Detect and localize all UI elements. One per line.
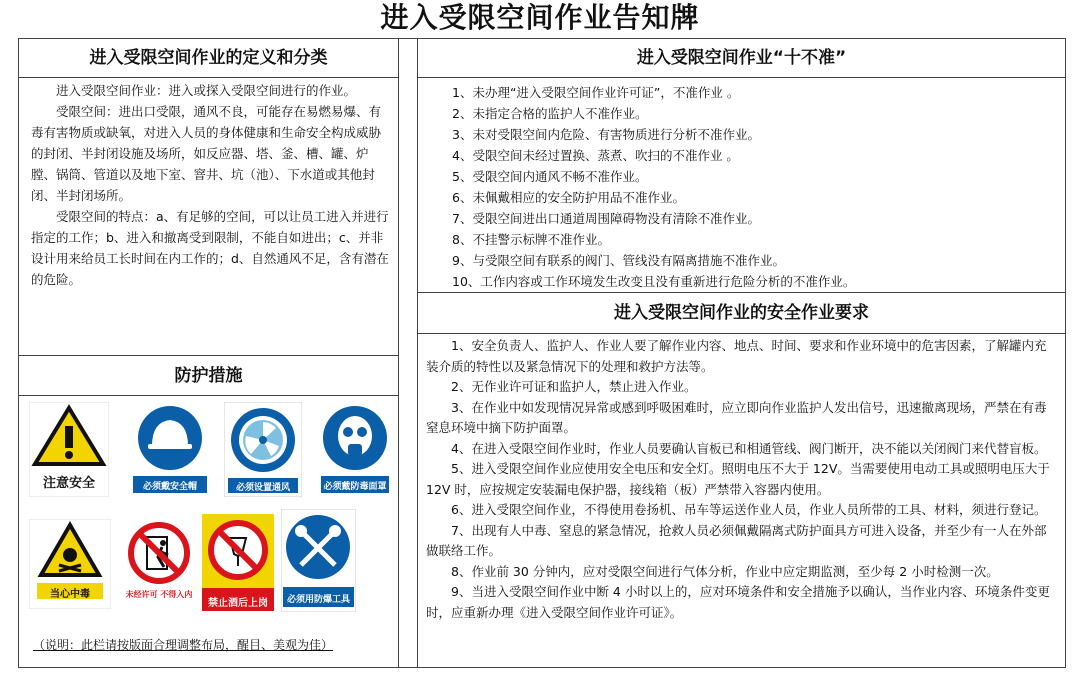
sign-caution [29, 402, 109, 497]
list-item: 3、未对受限空间内危险、有害物质进行分析不准作业。 [452, 127, 760, 142]
definition-paragraph: 受限空间：进出口受限，通风不良，可能存在易燃易爆、有毒有害物质或缺氧，对进入人员的身体健康和生命安全构成威胁的封闭、半封闭设施及场所，如反应器、塔、釜、槽、罐、炉膛、锅筒、管道以及地下室、窨井、坑（池）、下水道或其他封闭、半封闭场所。 [31, 104, 382, 203]
definition-heading: 进入受限空间作业的定义和分类 [19, 39, 398, 78]
sign-label: 必须戴安全帽 [142, 482, 197, 492]
left-column [19, 39, 399, 667]
list-item: 7、出现有人中毒、窒息的紧急情况，抢救人员必须佩戴隔离式防护面具方可进入设备，并至少有一人在外部做联络工作。 [426, 522, 1047, 558]
list-item: 3、在作业中如发现情况异常或感到呼吸困难时，应立即向作业监护人发出信号，迅速撤离现场，严禁在有毒窒息环境中摘下防护面罩。 [426, 399, 1047, 435]
list-item: 9、与受限空间有联系的阀门、管线没有隔离措施不准作业。 [452, 253, 785, 268]
sign-label: 当心中毒 [50, 589, 90, 600]
safety-signs [19, 397, 398, 629]
layout-note: （说明：此栏请按版面合理调整布局，醒目、美观为佳） [33, 638, 334, 652]
list-item: 6、未佩戴相应的安全防护用品不准作业。 [452, 190, 685, 205]
list-item: 6、进入受限空间作业，不得使用卷扬机、吊车等运送作业人员，作业人员所带的工具、材料，须进行登记。 [451, 502, 1047, 517]
sign-label: 注意安全 [42, 476, 95, 491]
ten-rules-list [418, 82, 1065, 292]
list-item: 9、当进入受限空间作业中断 4 小时以上的，应对环境条件和安全措施予以确认，当作业内容、环境条件变更时，应重新办理《进入受限空间作业许可证》。 [426, 584, 1050, 620]
list-item: 8、作业前 30 分钟内，应对受限空间进行气体分析，作业中应定期监测，至少每 2 小时检测一次。 [451, 563, 999, 579]
sign-no-alcohol [202, 514, 274, 611]
definition-paragraph: 受限空间的特点：a、有足够的空间，可以让员工进入并进行指定的工作；b、进入和撤离受到限制，不能自如进出；c、并非设计用来给员工长时间在内工作的；d、自然通风不足，含有潜在的危险。 [31, 209, 389, 287]
sign-label: 必须用防爆工具 [286, 595, 350, 605]
sign-explosion-proof-tools [281, 509, 356, 612]
list-item: 5、进入受限空间作业应使用安全电压和安全灯。照明电压不大于 12V。当需要使用电动工具或照明电压大于 12V 时，应按规定安装漏电保护器，接线箱（板）严禁带入容器内使用。 [426, 461, 1050, 497]
sign-helmet [129, 402, 211, 497]
notice-board [18, 38, 1066, 668]
list-item: 4、在进入受限空间作业时，作业人员要确认盲板已和相通管线、阀门断开，决不能以关闭阀门来代替盲板。 [451, 440, 1047, 456]
requirements-heading: 进入受限空间作业的安全作业要求 [418, 293, 1065, 334]
list-item: 4、受限空间未经过置换、蒸煮、吹扫的不准作业 。 [452, 148, 739, 163]
protection-heading: 防护措施 [19, 356, 398, 396]
sign-label: 必须设置通风 [235, 483, 290, 493]
sign-no-entry [124, 519, 194, 609]
sign-gas-mask [319, 402, 391, 497]
requirements-list [418, 336, 1065, 623]
list-item: 8、不挂警示标牌不准作业。 [452, 232, 610, 247]
sign-ventilation [224, 402, 302, 497]
sign-label: 禁止酒后上岗 [208, 598, 268, 609]
sign-label: 必须戴防毒面罩 [323, 482, 387, 492]
list-item: 1、未办理“进入受限空间作业许可证”，不准作业 。 [452, 85, 740, 100]
list-item: 10、工作内容或工作环境发生改变且没有重新进行危险分析的不准作业。 [452, 274, 856, 289]
sign-label: 未经许可 不得入内 [125, 590, 193, 599]
list-item: 7、受限空间进出口通道周围障碍物没有清除不准作业。 [452, 211, 760, 226]
sign-poison [29, 519, 111, 609]
list-item: 2、无作业许可证和监护人，禁止进入作业。 [451, 379, 697, 394]
list-item: 2、未指定合格的监护人不准作业。 [452, 106, 648, 121]
right-column [417, 39, 1065, 667]
page-title: 进入受限空间作业告知牌 [380, 1, 700, 34]
ten-rules-heading: 进入受限空间作业“十不准” [418, 39, 1065, 78]
definition-text [19, 80, 398, 290]
definition-paragraph: 进入受限空间作业：进入或探入受限空间进行的作业。 [56, 83, 357, 98]
list-item: 5、受限空间内通风不畅不准作业。 [452, 169, 648, 184]
list-item: 1、安全负责人、监护人、作业人要了解作业内容、地点、时间、要求和作业环境中的危害因素，了解罐内充装介质的特性以及紧急情况下的处理和救护方法等。 [426, 338, 1047, 374]
